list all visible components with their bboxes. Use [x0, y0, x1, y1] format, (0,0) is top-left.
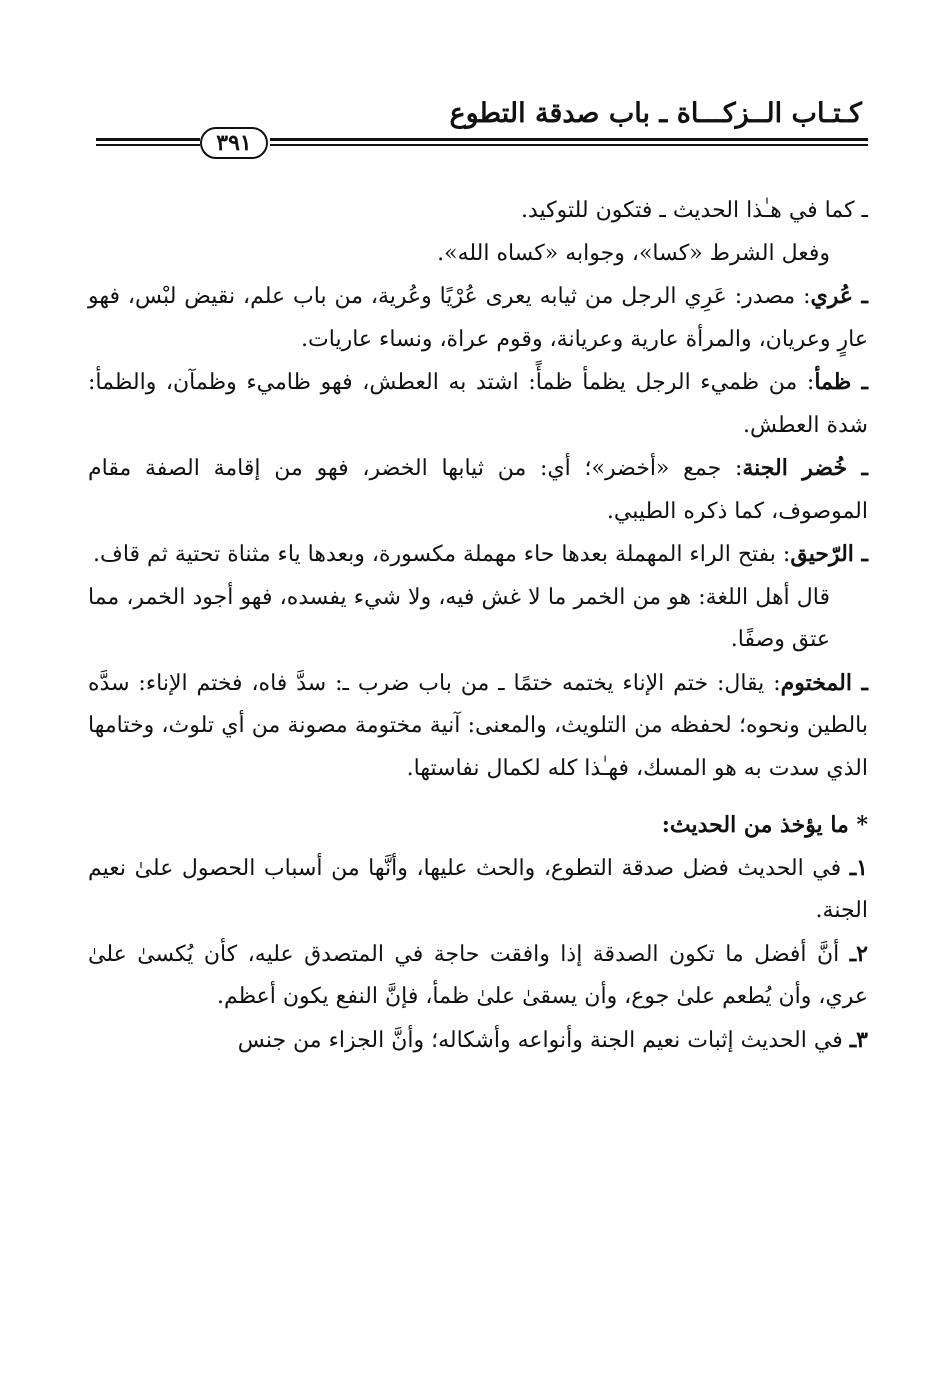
- list-item-text: في الحديث إثبات نعيم الجنة وأنواعه وأشكاله؛ وأنَّ الجزاء من جنس: [237, 1027, 843, 1053]
- list-item: [88, 1019, 868, 1063]
- section-heading: * ما يؤخذ من الحديث:: [661, 812, 868, 838]
- glossary-entry: [88, 361, 868, 447]
- glossary-definition: : بفتح الراء المهملة بعدها حاء مهملة مكسورة، وبعدها ياء مثناة تحتية ثم قاف.: [93, 542, 791, 567]
- page-body: [88, 190, 868, 1062]
- header-rule-left: [96, 138, 200, 150]
- list-item-number: ٢ـ: [849, 940, 868, 967]
- running-head-title: كـتـاب الــزكـــاة ـ باب صدقة التطوع: [449, 98, 862, 129]
- list-item: [88, 847, 868, 933]
- list-item-text: أنَّ أفضل ما تكون الصدقة إذا وافقت حاجة في المتصدق عليه، كأن يُكسىٰ علىٰ عري، وأن يُطعم علىٰ جوع، وأن يسقىٰ علىٰ ظمأ، فإنَّ النفع يكون أعظم.: [88, 941, 868, 1009]
- header-rule-right: [270, 138, 868, 150]
- list-item: [88, 933, 868, 1019]
- glossary-definition: : من ظميء الرجل يظمأ ظمأً: اشتد به العطش، فهو ظاميء وظمآن، والظمأ: شدة العطش.: [88, 370, 868, 438]
- paragraph: [88, 577, 868, 662]
- glossary-definition: : مصدر: عَرِي الرجل من ثيابه يعرى عُرْيًا وعُرية، من باب علم، نقيض لبْس، فهو عارٍ وعريان، والمرأة عارية وعريانة، وقوم عراة، ونساء عاريات.: [88, 284, 868, 352]
- glossary-term: ـ ظمأ: [814, 369, 868, 395]
- list-item-number: ٣ـ: [849, 1026, 868, 1053]
- paragraph: [88, 233, 868, 276]
- list-item-text: في الحديث فضل صدقة التطوع، والحث عليها، وأنَّها من أسباب الحصول علىٰ نعيم الجنة.: [88, 855, 868, 923]
- paragraph-text: قال أهل اللغة: هو من الخمر ما لا غش فيه، ولا شيء يفسده، فهو أجود الخمر، مما عتق وصفًا.: [88, 584, 830, 652]
- glossary-entry: [88, 662, 868, 791]
- glossary-term: ـ خُضر الجنة: [742, 455, 868, 481]
- paragraph-text: وفعل الشرط «كسا»، وجوابه «كساه الله».: [437, 240, 830, 266]
- glossary-term: ـ عُري: [810, 283, 868, 309]
- glossary-definition: : يقال: ختم الإناء يختمه ختمًا ـ من باب ضرب ـ: سدَّ فاه، فختم الإناء: سدَّه بالطين ونحوه؛ لحفظه من التلويث، والمعنى: آنية مختومة مصونة من أي تلوث، وختامها الذي سدت به هو المسك، فهـٰذا كله لكمال نفاستها.: [88, 670, 868, 781]
- glossary-entry: [88, 275, 868, 361]
- glossary-entry: [88, 533, 868, 577]
- paragraph: [88, 190, 868, 233]
- list-item-number: ١ـ: [849, 854, 868, 881]
- page-number: ٣٩١: [200, 127, 268, 159]
- paragraph-text: ـ كما في هـٰذا الحديث ـ فتكون للتوكيد.: [520, 198, 868, 223]
- glossary-term: ـ المختوم: [780, 669, 868, 696]
- glossary-definition: : جمع «أخضر»؛ أي: من ثيابها الخضر، فهو من إقامة الصفة مقام الموصوف، كما ذكره الطيبي.: [88, 456, 868, 524]
- glossary-entry: [88, 447, 868, 533]
- glossary-term: ـ الرّحيق: [790, 541, 868, 567]
